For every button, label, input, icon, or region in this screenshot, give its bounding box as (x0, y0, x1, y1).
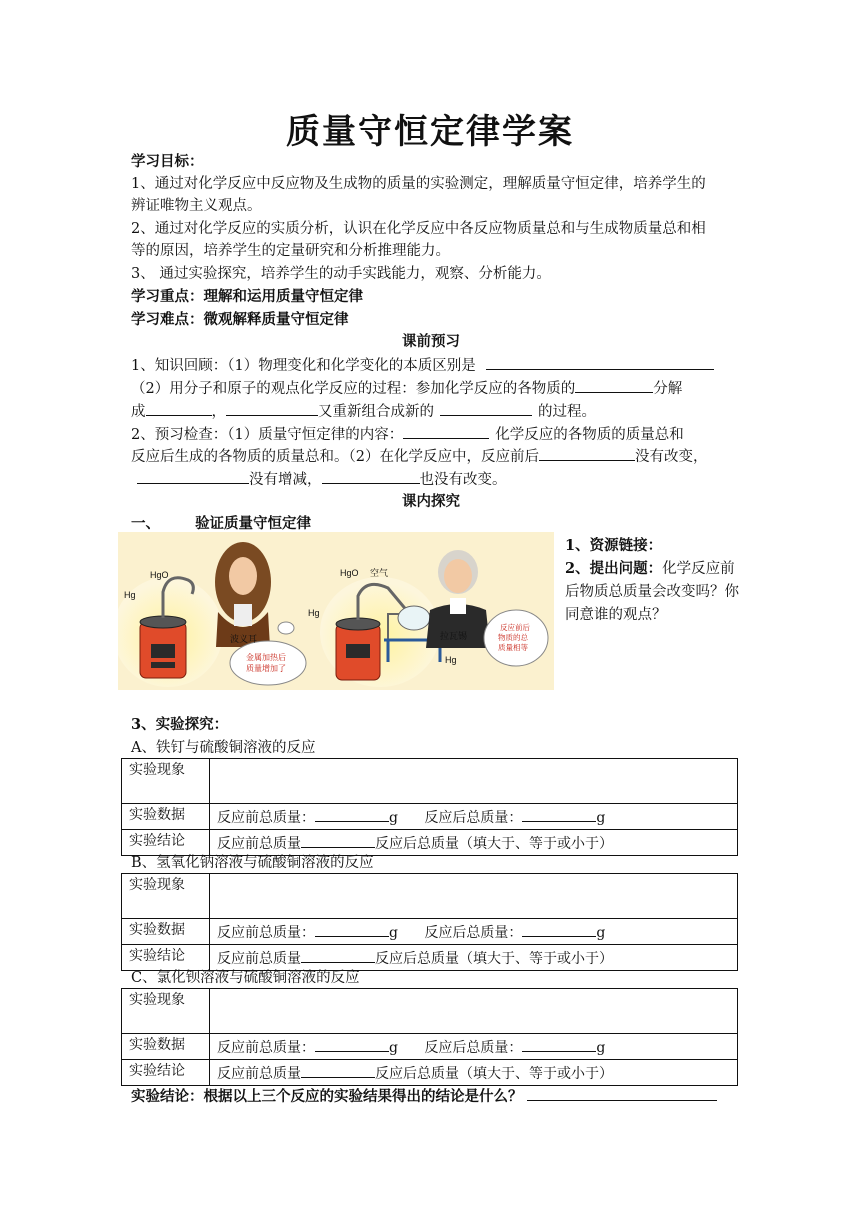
fill-blank[interactable] (315, 1036, 389, 1052)
experiment-illustration (118, 532, 554, 690)
preview-q2-line-2 (131, 445, 731, 468)
unit: g (389, 925, 398, 941)
preview-q1-line-3 (131, 400, 731, 423)
fill-blank[interactable] (301, 1062, 375, 1078)
preview-q1-part2-end: 分解 (653, 381, 683, 397)
preview-q2-text-a1: 2、预习检查：（1）质量守恒定律的内容： (131, 427, 404, 443)
fill-blank[interactable] (486, 354, 714, 370)
fill-blank[interactable] (226, 400, 318, 416)
after-mass-label: 反应后总质量： (424, 925, 523, 941)
question-label: 2、提出问题： (565, 560, 663, 577)
preview-q1-text-c1: 成 (131, 404, 146, 420)
preview-q2-line-3 (131, 468, 731, 491)
explore-heading: 课内探究 (402, 493, 460, 510)
before-mass-label: 反应前总质量： (217, 810, 315, 826)
before-mass-label: 反应前总质量： (217, 925, 315, 941)
after-mass-label: 反应后总质量： (424, 1040, 523, 1056)
table-row (122, 989, 738, 1034)
fill-blank[interactable] (440, 400, 532, 416)
boyle-portrait (215, 542, 271, 647)
conclusion-text-a: 反应前总质量 (217, 951, 301, 967)
unit: g (596, 925, 606, 941)
unit: g (596, 1040, 606, 1056)
resource-link: 1、资源链接： (565, 537, 663, 554)
preview-q2-text-c2: 也没有改变。 (419, 472, 507, 488)
label-air: 空气 (370, 569, 389, 579)
preview-q2-line-1 (131, 423, 731, 446)
data-cell (210, 919, 738, 945)
phenomenon-label: 实验现象 (122, 989, 210, 1034)
data-cell (210, 1034, 738, 1060)
objective-2-line-2: 等的原因，培养学生的定量研究和分析推理能力。 (131, 243, 450, 259)
question-text: 化学反应前后物质总质量会改变吗？你同意谁的观点？ (565, 561, 739, 623)
data-cell (210, 804, 738, 830)
question-block (565, 557, 740, 627)
illustration-drawing (118, 532, 554, 690)
phenomenon-cell[interactable] (210, 874, 738, 919)
label-lavoisier: 拉瓦锡 (440, 632, 468, 642)
fill-blank[interactable] (539, 445, 635, 461)
label-hg-right-2: Hg (445, 655, 457, 665)
fill-blank[interactable] (575, 377, 653, 393)
conclusion-text-a: 反应前总质量 (217, 836, 301, 852)
bubble-right-line: 物质的总 (498, 633, 528, 642)
data-label: 实验数据 (122, 919, 210, 945)
objectives-heading: 学习目标： (131, 153, 204, 170)
fill-blank[interactable] (146, 400, 212, 416)
bubble-right-text (498, 622, 532, 652)
conclusion-text-b: 反应后总质量（填大于、等于或小于） (375, 836, 613, 852)
fill-blank[interactable] (522, 921, 596, 937)
objective-3: 3、 通过实验探究，培养学生的动手实践能力，观察、分析能力。 (131, 266, 551, 282)
experiment-b-table (121, 873, 738, 971)
section-1-title: 验证质量守恒定律 (195, 515, 312, 532)
bubble-right-line: 质量相等 (498, 643, 528, 652)
preview-heading: 课前预习 (402, 333, 460, 350)
difficult-point: 学习难点：微观解释质量守恒定律 (131, 311, 349, 328)
objective-1-line-1: 1、通过对化学反应中反应物及生成物的质量的实验测定，理解质量守恒定律，培养学生的 (131, 176, 706, 192)
conclusion-text-b: 反应后总质量（填大于、等于或小于） (375, 1066, 613, 1082)
unit: g (389, 810, 398, 826)
fill-blank[interactable] (527, 1085, 717, 1101)
bubble-left-line: 质量增加了 (246, 664, 286, 673)
table-row (122, 1060, 738, 1086)
fill-blank[interactable] (403, 423, 489, 439)
data-label: 实验数据 (122, 804, 210, 830)
final-conclusion-text: 实验结论：根据以上三个反应的实验结果得出的结论是什么？ (131, 1088, 523, 1105)
table-row (122, 804, 738, 830)
section-1-number: 一、 (131, 515, 160, 532)
preview-q2-text-c1: 没有增减， (249, 472, 322, 488)
conclusion-cell (210, 1060, 738, 1086)
phenomenon-label: 实验现象 (122, 874, 210, 919)
preview-q2-text-a2: 化学反应的各物质的质量总和 (495, 427, 684, 443)
fill-blank[interactable] (522, 1036, 596, 1052)
table-row (122, 1034, 738, 1060)
preview-q1-line-1 (131, 354, 731, 377)
fill-blank[interactable] (315, 806, 389, 822)
label-boyle: 波义耳 (230, 635, 258, 645)
conclusion-text-b: 反应后总质量（填大于、等于或小于） (375, 951, 613, 967)
experiment-c-table (121, 988, 738, 1086)
phenomenon-label: 实验现象 (122, 759, 210, 804)
label-hgo-left: HgO (150, 570, 169, 580)
experiment-b-title: B、氢氧化钠溶液与硫酸铜溶液的反应 (131, 855, 374, 871)
preview-q1-text-c3: 又重新组合成新的 (318, 404, 434, 420)
conclusion-text-a: 反应前总质量 (217, 1066, 301, 1082)
fill-blank[interactable] (301, 832, 375, 848)
label-hg-right-1: Hg (308, 608, 320, 618)
preview-q1-text-c4: 的过程。 (538, 404, 596, 420)
page-title: 质量守恒定律学案 (286, 112, 574, 152)
table-row (122, 759, 738, 804)
preview-q1-part2-text: （2）用分子和原子的观点化学反应的过程：参加化学反应的各物质的 (131, 381, 576, 397)
label-hgo-right: HgO (340, 568, 359, 578)
conclusion-label: 实验结论 (122, 1060, 210, 1086)
objective-1-line-2: 辨证唯物主义观点。 (131, 198, 262, 214)
data-label: 实验数据 (122, 1034, 210, 1060)
before-mass-label: 反应前总质量： (217, 1040, 315, 1056)
unit: g (596, 810, 606, 826)
key-point: 学习重点：理解和运用质量守恒定律 (131, 288, 363, 305)
preview-q1-text: 1、知识回顾：（1）物理变化和化学变化的本质区别是 (131, 358, 476, 374)
conclusion-label: 实验结论 (122, 945, 210, 971)
experiment-heading: 3、实验探究： (131, 716, 229, 733)
preview-q2-text-b2: 没有改变， (634, 449, 708, 465)
phenomenon-cell[interactable] (210, 759, 738, 804)
fill-blank[interactable] (137, 468, 249, 484)
fill-blank[interactable] (522, 806, 596, 822)
final-conclusion (131, 1085, 731, 1108)
preview-q1-text-c2: ， (211, 404, 226, 420)
bubble-left-line: 金属加热后 (246, 653, 286, 662)
phenomenon-cell[interactable] (210, 989, 738, 1034)
fill-blank[interactable] (322, 468, 420, 484)
objective-2-line-1: 2、通过对化学反应的实质分析，认识在化学反应中各反应物质量总和与生成物质量总和相 (131, 221, 706, 237)
conclusion-label: 实验结论 (122, 830, 210, 856)
experiment-a-table (121, 758, 738, 856)
unit: g (389, 1040, 398, 1056)
fill-blank[interactable] (301, 947, 375, 963)
experiment-a-title: A、铁钉与硫酸铜溶液的反应 (131, 740, 316, 756)
fill-blank[interactable] (315, 921, 389, 937)
table-row (122, 874, 738, 919)
preview-q1-line-2 (131, 377, 731, 400)
label-hg-left: Hg (124, 590, 136, 600)
bubble-right-line: 反应前后 (500, 623, 530, 632)
after-mass-label: 反应后总质量： (424, 810, 523, 826)
preview-q2-text-b1: 反应后生成的各物质的质量总和。（2）在化学反应中，反应前后 (131, 449, 539, 465)
table-row (122, 919, 738, 945)
experiment-c-title: C、氯化钡溶液与硫酸铜溶液的反应 (131, 970, 360, 986)
